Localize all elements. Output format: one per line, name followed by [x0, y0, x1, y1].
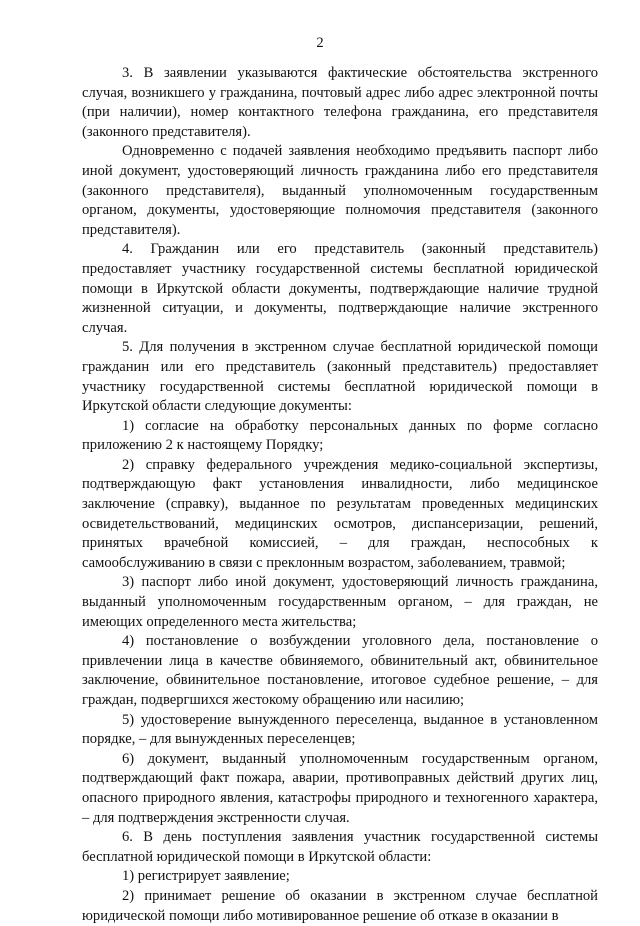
paragraph: 2) принимает решение об оказании в экстренном случае бесплатной юридической помощи либо мотивированное решение об отказе в оказании в — [82, 887, 598, 924]
paragraph: 6) документ, выданный уполномоченным государственным органом, подтверждающий факт пожара, аварии, противоправных действий других лиц, опасного природного явления, катастрофы природного и техногенного характера, – для подтверждения экстренности случая. — [82, 750, 598, 826]
paragraph: 3) паспорт либо иной документ, удостоверяющий личность гражданина, выданный уполномоченным государственным органом, – для граждан, не имеющих определенного места жительства; — [82, 574, 598, 630]
paragraph: 6. В день поступления заявления участник государственной системы бесплатной юридической помощи в Иркутской области: — [82, 829, 598, 865]
document-body — [82, 64, 598, 926]
paragraph: 4) постановление о возбуждении уголовного дела, постановление о привлечении лица в качестве обвиняемого, обвинительный акт, обвинительное заключение, обвинительное постановление, итоговое судебное решение, – для граждан, подвергшихся жестокому обращению или насилию; — [82, 633, 598, 708]
paragraph: 1) регистрирует заявление; — [122, 868, 290, 885]
page-number: 2 — [316, 35, 324, 51]
paragraph: 5. Для получения в экстренном случае бесплатной юридической помощи гражданин или его представитель (законный представитель) предоставляет участнику государственной системы бесплатной юридической помощи в Иркутской области следующие документы: — [82, 339, 598, 415]
paragraph: 5) удостоверение вынужденного переселенца, выданное в установленном порядке, – для вынужденных переселенцев; — [82, 711, 598, 748]
paragraph: 3. В заявлении указываются фактические обстоятельства экстренного случая, возникшего у гражданина, почтовый адрес либо адрес электронной почты (при наличии), номер контактного телефона гражданина, его представителя (законного представителя). — [82, 65, 598, 140]
paragraph: 2) справку федерального учреждения медико-социальной экспертизы, подтверждающую факт установления инвалидности, либо медицинское заключение (справку), выданное по результатам проведенных медицинских освидетельствований, медицинских осмотров, диспансеризации, решений, принятых врачебной комиссией, – для граждан, неспособных к самообслуживанию в связи с преклонным возрастом, заболеванием, травмой; — [82, 456, 598, 571]
paragraph: 4. Гражданин или его представитель (законный представитель) предоставляет участнику государственной системы бесплатной юридической помощи в Иркутской области документы, подтверждающие наличие трудной жизненной ситуации, и документы, подтверждающие наличие экстренного случая. — [82, 241, 598, 336]
paragraph: Одновременно с подачей заявления необходимо предъявить паспорт либо иной документ, удостоверяющий личность гражданина либо его представителя (законного представителя), выданный уполномоченным государственным органом, документы, удостоверяющие полномочия представителя (законного представителя). — [82, 143, 598, 238]
paragraph: 1) согласие на обработку персональных данных по форме согласно приложению 2 к настоящему Порядку; — [82, 417, 598, 454]
